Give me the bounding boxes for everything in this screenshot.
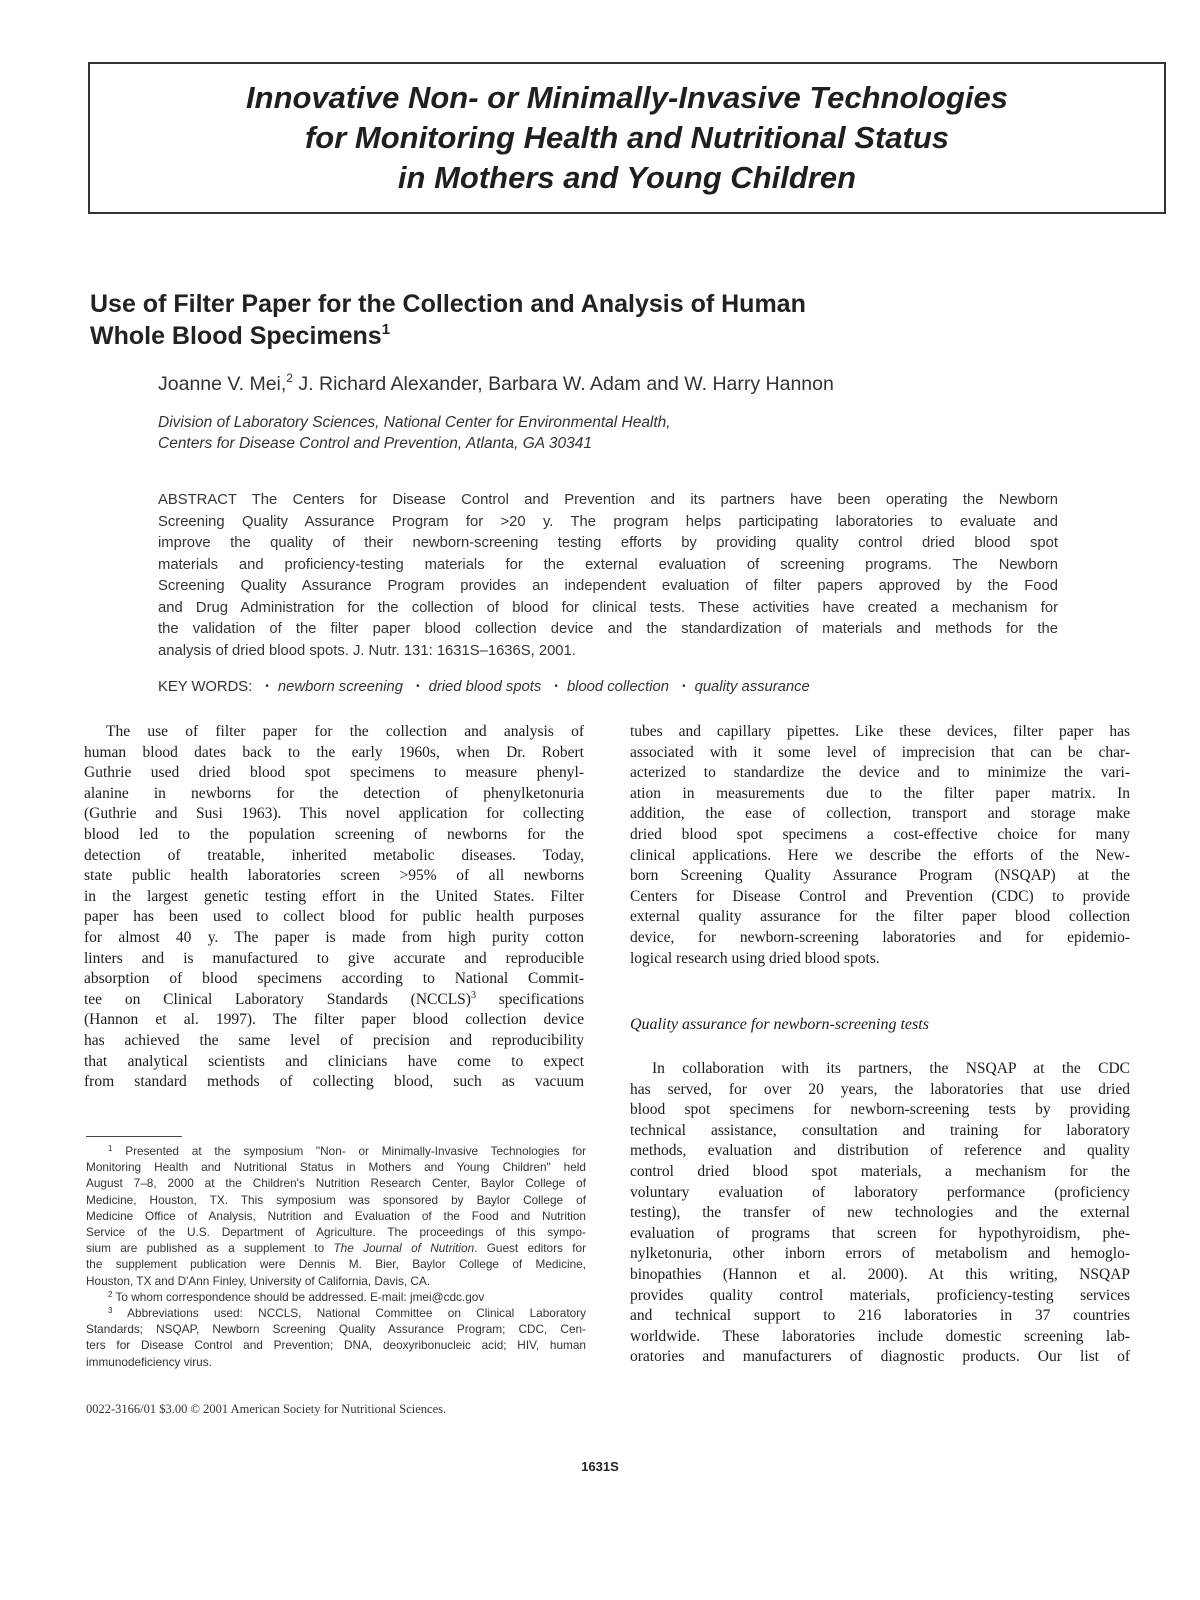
bullet-separator: • xyxy=(554,681,558,692)
body-line: nylketonuria, other inborn errors of metabolism and hemoglo- xyxy=(630,1245,1130,1263)
author-list xyxy=(158,373,834,396)
footnote-line: immunodeficiency virus. xyxy=(86,1354,212,1369)
body-line: addition, the ease of collection, transport and storage make xyxy=(630,805,1130,823)
footnote-mark: 1 xyxy=(108,1144,113,1153)
series-title-box xyxy=(88,62,1166,214)
body-line: blood spot specimens for newborn-screening tests by providing xyxy=(630,1101,1130,1119)
body-line: testing), the transfer of new technologies and the external xyxy=(630,1204,1130,1222)
footnote-line xyxy=(86,1143,586,1159)
footnote-line: Medicine, Houston, TX. This symposium was sponsored by Baylor College of xyxy=(86,1192,586,1207)
footnote-line: August 7–8, 2000 at the Children's Nutrition Research Center, Baylor College of xyxy=(86,1176,586,1191)
copyright-notice: 0022-3166/01 $3.00 © 2001 American Society for Nutritional Sciences. xyxy=(86,1402,447,1416)
footnote-line xyxy=(86,1289,586,1305)
keywords xyxy=(158,679,810,695)
body-line: state public health laboratories screen >95% of all newborns xyxy=(84,867,584,885)
body-line: linters and is manufactured to give accurate and reproducible xyxy=(84,949,584,967)
series-title-line: in Mothers and Young Children xyxy=(397,160,857,195)
body-line: external quality assurance for the filter paper blood collection xyxy=(630,908,1130,926)
bullet-separator: • xyxy=(682,681,686,692)
footnote-text: Abbreviations used: NCCLS, National Committee on Clinical Laboratory xyxy=(127,1306,586,1321)
abstract-line: analysis of dried blood spots. J. Nutr. 131: 1631S–1636S, 2001. xyxy=(158,642,576,659)
footnote-line: Houston, TX and D'Ann Finley, University of California, Davis, CA. xyxy=(86,1273,431,1288)
body-line: provides quality control materials, proficiency-testing services xyxy=(630,1286,1130,1304)
body-line: detection of treatable, inherited metabolic diseases. Today, xyxy=(84,846,584,864)
bullet-separator: • xyxy=(265,681,269,692)
article-title-line-text: Whole Blood Specimens xyxy=(90,322,382,350)
body-line: acterized to standardize the device and to minimize the vari- xyxy=(630,764,1130,782)
keyword: blood collection xyxy=(566,679,669,695)
body-column-right xyxy=(630,722,1130,969)
body-line: absorption of blood specimens according to National Commit- xyxy=(84,970,584,988)
footnote-mark: 3 xyxy=(108,1306,113,1316)
abstract-line: the validation of the filter paper blood collection device and the standardization of materials and methods for the xyxy=(158,621,1058,637)
body-line-text: specifications xyxy=(475,990,584,1008)
series-title xyxy=(246,78,1008,198)
body-column-left xyxy=(84,722,584,1093)
series-title-line: for Monitoring Health and Nutritional Status xyxy=(304,120,950,155)
article-title-line: Use of Filter Paper for the Collection and Analysis of Human xyxy=(90,290,806,318)
footnote-text: To whom correspondence should be addressed. E-mail: jmei@cdc.gov xyxy=(115,1289,485,1304)
keywords-label: KEY WORDS: xyxy=(158,679,253,695)
series-title-line: Innovative Non- or Minimally-Invasive Technologies xyxy=(246,80,1008,115)
body-line: and technical support to 216 laboratories in 37 countries xyxy=(630,1307,1130,1325)
body-line: tubes and capillary pipettes. Like these devices, filter paper has xyxy=(630,723,1130,740)
footnote-mark: 1 xyxy=(381,321,391,338)
abstract-line: Screening Quality Assurance Program provides an independent evaluation of filter papers approved by the Food xyxy=(158,578,1058,594)
body-line: oratories and manufacturers of diagnostic products. Our list of xyxy=(630,1348,1130,1366)
journal-name: The Journal of Nutrition xyxy=(333,1241,475,1256)
footnote-text: . Guest editors for xyxy=(474,1241,586,1256)
body-line: logical research using dried blood spots. xyxy=(630,949,880,967)
footnote-line: Service of the U.S. Department of Agriculture. The proceedings of this sympo- xyxy=(86,1225,586,1240)
footnotes xyxy=(86,1143,586,1370)
body-line: for almost 40 y. The paper is made from high purity cotton xyxy=(84,928,584,946)
footnote-text: Presented at the symposium "Non- or Minimally-Invasive Technologies for xyxy=(125,1144,586,1158)
footnote-line: Medicine Office of Analysis, Nutrition and Evaluation of the Food and Nutrition xyxy=(86,1208,586,1223)
footnote-line xyxy=(86,1305,586,1321)
footnote-line: Standards; NSQAP, Newborn Screening Quality Assurance Program; CDC, Cen- xyxy=(86,1322,586,1337)
keyword: newborn screening xyxy=(277,679,403,695)
article-title xyxy=(90,288,1090,352)
abstract-line: and Drug Administration for the collection of blood for clinical tests. These activities have created a mechanism for xyxy=(158,599,1058,616)
bullet-separator: • xyxy=(416,681,420,692)
page-number: 1631S xyxy=(581,1459,619,1474)
body-line: Centers for Disease Control and Prevention (CDC) to provide xyxy=(630,887,1130,905)
footnote-mark: 3 xyxy=(470,989,476,1001)
abstract-line: ABSTRACT The Centers for Disease Control and Prevention and its partners have been operating the Newborn xyxy=(158,492,1058,508)
affiliation-line: Centers for Disease Control and Prevention, Atlanta, GA 30341 xyxy=(158,435,592,452)
body-line: clinical applications. Here we describe the efforts of the New- xyxy=(630,846,1130,864)
body-line: in the largest genetic testing effort in the United States. Filter xyxy=(84,887,584,905)
footnote-mark: 2 xyxy=(108,1289,113,1299)
keyword: dried blood spots xyxy=(428,679,542,695)
body-line: binopathies (Hannon et al. 2000). At this writing, NSQAP xyxy=(630,1265,1130,1283)
body-line: (Hannon et al. 1997). The filter paper blood collection device xyxy=(84,1011,584,1029)
body-line: voluntary evaluation of laboratory performance (proficiency xyxy=(630,1183,1130,1201)
body-line: control dried blood spot materials, a mechanism for the xyxy=(630,1162,1130,1180)
author-name: Joanne V. Mei, xyxy=(158,373,287,395)
body-line: human blood dates back to the early 1960s, when Dr. Robert xyxy=(84,743,584,761)
abstract-line: Screening Quality Assurance Program for >20 y. The program helps participating laboratories to evaluate and xyxy=(158,513,1058,530)
body-column-right-section xyxy=(630,1059,1130,1368)
affiliation xyxy=(158,412,671,454)
body-line: born Screening Quality Assurance Program (NSQAP) at the xyxy=(630,867,1130,885)
body-line: dried blood spot specimens a cost-effective choice for many xyxy=(630,825,1130,843)
abstract-line: materials and proficiency-testing materials for the external evaluation of screening programs. The Newborn xyxy=(158,556,1058,573)
footnote-line: Monitoring Health and Nutritional Status in Mothers and Young Children" held xyxy=(86,1160,586,1175)
footnote-divider xyxy=(86,1136,182,1137)
body-line: has achieved the same level of precision and reproducibility xyxy=(84,1031,584,1049)
body-line: evaluation of programs that screen for hypothyroidism, phe- xyxy=(630,1224,1130,1242)
body-line: methods, evaluation and distribution of reference and quality xyxy=(630,1142,1130,1160)
footnote-line: ters for Disease Control and Prevention; DNA, deoxyribonucleic acid; HIV, human xyxy=(86,1338,586,1353)
author-names: J. Richard Alexander, Barbara W. Adam and W. Harry Hannon xyxy=(292,373,834,395)
body-line: associated with it some level of imprecision that can be char- xyxy=(630,743,1130,761)
body-line: (Guthrie and Susi 1963). This novel application for collecting xyxy=(84,805,584,823)
body-line: from standard methods of collecting blood, such as vacuum xyxy=(84,1073,584,1091)
keyword: quality assurance xyxy=(694,679,810,695)
abstract-line: improve the quality of their newborn-screening testing efforts by providing quality control dried blood spot xyxy=(158,535,1058,551)
section-heading: Quality assurance for newborn-screening tests xyxy=(630,1016,929,1033)
footnote-line xyxy=(86,1240,586,1256)
body-line: technical assistance, consultation and training for laboratory xyxy=(630,1121,1130,1139)
body-line xyxy=(84,990,584,1011)
article-title-line xyxy=(90,320,1090,352)
abstract xyxy=(158,490,1058,662)
body-line: ation in measurements due to the filter paper matrix. In xyxy=(630,784,1130,802)
body-line: In collaboration with its partners, the NSQAP at the CDC xyxy=(652,1060,1130,1077)
body-line-text: tee on Clinical Laboratory Standards (NCCLS) xyxy=(84,990,471,1008)
body-line: blood led to the population screening of newborns for the xyxy=(84,825,584,843)
body-line: Guthrie used dried blood spot specimens to measure phenyl- xyxy=(84,764,584,782)
footnote-text: sium are published as a supplement to xyxy=(86,1241,334,1256)
footnote-mark: 2 xyxy=(286,371,293,385)
body-line: has served, for over 20 years, the laboratories that use dried xyxy=(630,1080,1130,1098)
body-line: worldwide. These laboratories include domestic screening lab- xyxy=(630,1327,1130,1345)
affiliation-line: Division of Laboratory Sciences, National Center for Environmental Health, xyxy=(158,414,671,431)
body-line: paper has been used to collect blood for public health purposes xyxy=(84,908,584,926)
body-line: that analytical scientists and clinicians have come to expect xyxy=(84,1052,584,1070)
body-line: The use of filter paper for the collection and analysis of xyxy=(106,723,584,740)
body-line: alanine in newborns for the detection of phenylketonuria xyxy=(84,784,584,802)
footnote-line: the supplement publication were Dennis M. Bier, Baylor College of Medicine, xyxy=(86,1257,586,1272)
body-line: device, for newborn-screening laboratories and for epidemio- xyxy=(630,928,1130,946)
